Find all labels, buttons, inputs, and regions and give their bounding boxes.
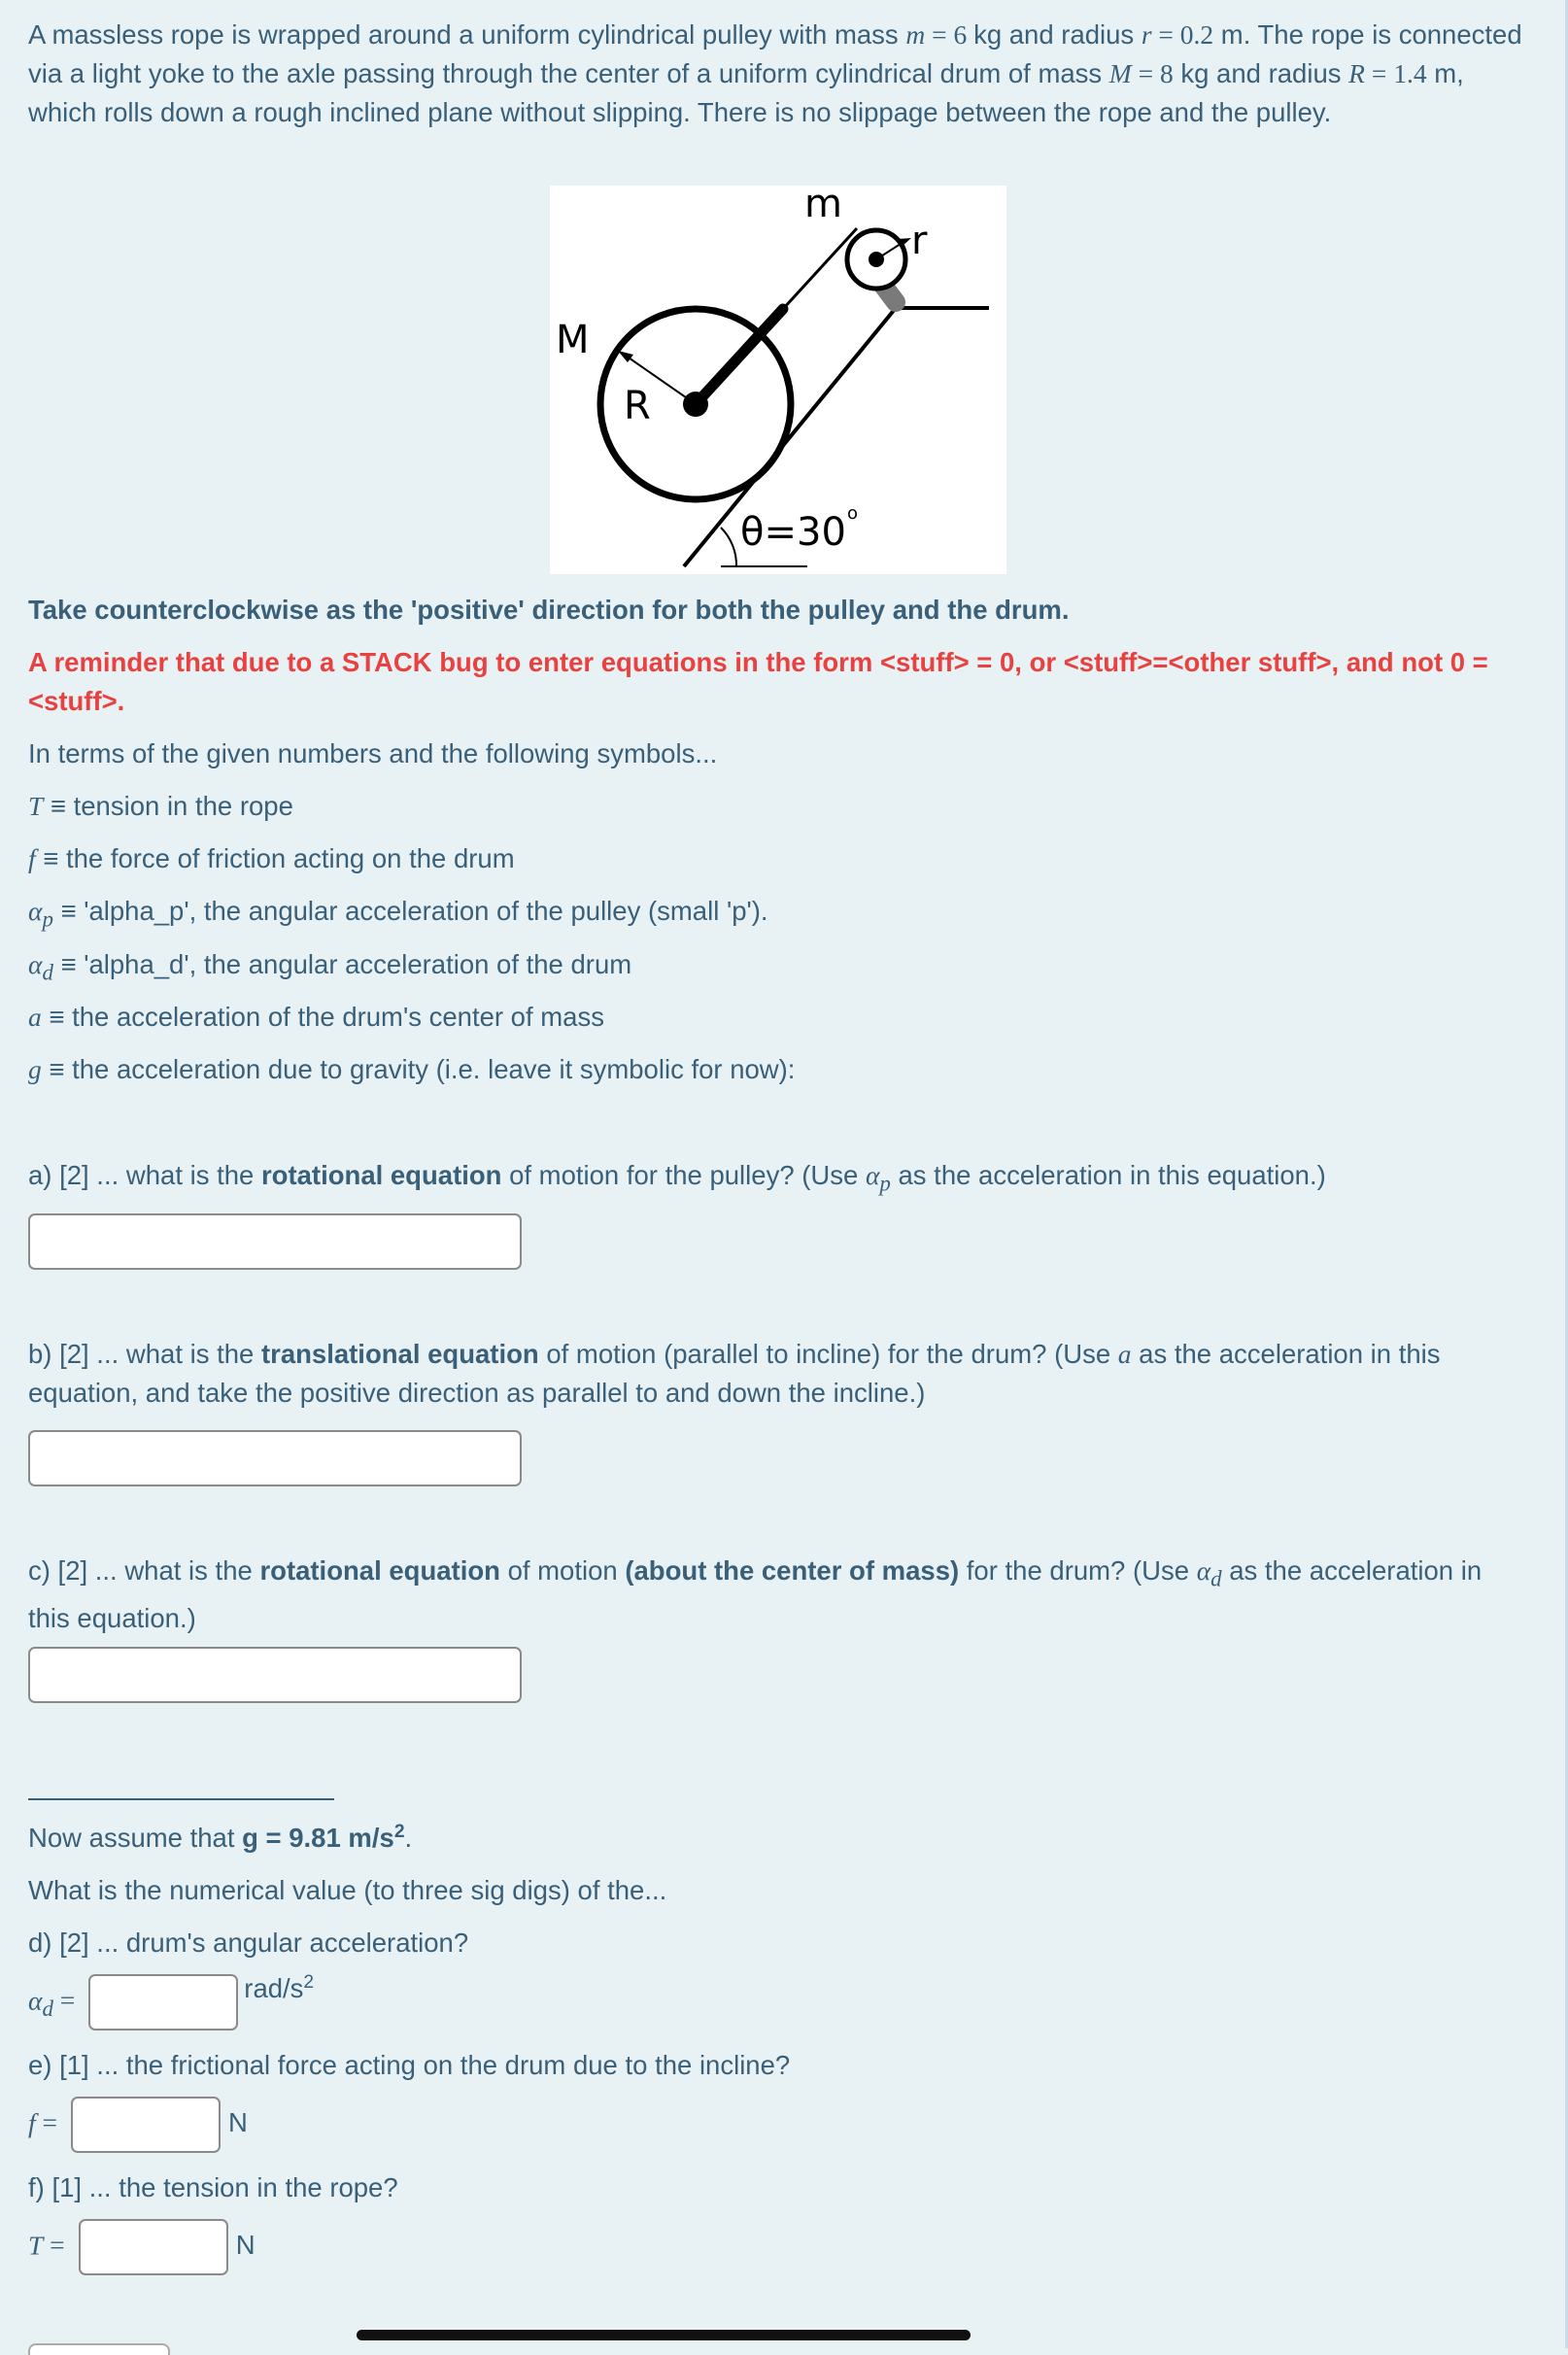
symbol-g: g xyxy=(28,1054,42,1084)
question-b-text xyxy=(28,1335,1524,1413)
symbol-f: f xyxy=(28,843,36,873)
qc-post: as the acceleration in this equation.) xyxy=(28,1555,1483,1633)
reminder-block xyxy=(28,643,1524,721)
assume-bold: g = 9.81 m/s xyxy=(242,1823,394,1853)
qd-symbol-sub: d xyxy=(42,1996,53,2021)
symbol-T-row xyxy=(28,787,1524,826)
rope xyxy=(783,228,857,309)
qc-symbol: α xyxy=(1196,1555,1211,1586)
symbol-alpha-d-desc: ≡ 'alpha_d', the angular acceleration of the drum xyxy=(52,949,632,979)
mass-m-symbol: m xyxy=(905,19,926,50)
intro-part-2: kg and radius xyxy=(973,19,1142,50)
qa-symbol-sub: p xyxy=(879,1171,891,1196)
question-b xyxy=(28,1335,1524,1413)
question-a xyxy=(28,1156,1524,1204)
qd-unit: rad/s xyxy=(244,1973,304,2004)
qd-symbol: α xyxy=(28,1985,43,2016)
radius-R-value: = 1.4 xyxy=(1364,58,1427,88)
answer-f-row xyxy=(28,2219,256,2275)
question-f xyxy=(28,2168,1524,2207)
home-indicator-bar[interactable] xyxy=(357,2330,971,2340)
answer-d-input[interactable] xyxy=(88,1974,238,2031)
intro-part-3: m. The rope is connected via a light yoke to the axle passing through the center of a uniform cylindrical drum of mass xyxy=(28,19,1522,88)
symbols-intro: In terms of the given numbers and the following symbols... xyxy=(28,738,718,768)
answer-e-input[interactable] xyxy=(71,2097,221,2153)
symbol-g-row xyxy=(28,1050,1524,1089)
symbol-f-row xyxy=(28,839,1524,878)
symbol-alpha-p: α xyxy=(28,896,43,926)
intro-part-4: kg and radius xyxy=(1173,58,1349,88)
question-d-text: d) [2] ... drum's angular acceleration? xyxy=(28,1928,469,1958)
question-c-text xyxy=(28,1552,1524,1638)
qf-symbol: T xyxy=(28,2230,44,2261)
qc-pre: c) [2] ... what is the xyxy=(28,1555,260,1586)
symbol-alpha-p-sub: p xyxy=(42,906,53,932)
qb-pre: b) [2] ... what is the xyxy=(28,1339,261,1369)
intro-text xyxy=(28,16,1524,132)
answer-d-row xyxy=(28,1974,314,2031)
intro-part-1: A massless rope is wrapped around a uniform cylindrical pulley with mass xyxy=(28,19,906,50)
label-r: r xyxy=(911,219,928,263)
radius-R-symbol: R xyxy=(1348,58,1365,88)
numerical-intro-block xyxy=(28,1871,1524,1910)
stack-bug-reminder: A reminder that due to a STACK bug to enter equations in the form <stuff> = 0, or <stuff>=<other stuff>, and not 0 = <stuff>. xyxy=(28,647,1488,716)
diagram-svg xyxy=(550,186,1006,574)
qf-unit: N xyxy=(235,2230,256,2261)
pulley-drum-diagram xyxy=(550,186,1006,574)
answer-c-input[interactable] xyxy=(28,1647,522,1703)
symbol-f-desc: ≡ the force of friction acting on the drum xyxy=(35,843,515,873)
answer-a-input[interactable] xyxy=(28,1213,522,1270)
mass-m-value: = 6 xyxy=(925,19,974,50)
symbol-alpha-p-desc: ≡ 'alpha_p', the angular acceleration of the pulley (small 'p'). xyxy=(52,896,768,926)
qe-unit: N xyxy=(228,2107,248,2138)
theta-arc xyxy=(721,528,736,566)
intro-part-5: m, which rolls down a rough inclined plane without slipping. There is no slippage between the rope and the pulley. xyxy=(28,58,1464,127)
qc-symbol-sub: d xyxy=(1210,1566,1222,1591)
qa-pre: a) [2] ... what is the xyxy=(28,1160,261,1190)
mass-M-value: = 8 xyxy=(1131,58,1174,88)
assume-g-text xyxy=(28,1819,1524,1858)
symbol-alpha-d-sub: d xyxy=(42,960,53,985)
symbol-a: a xyxy=(28,1002,42,1032)
ccw-note: Take counterclockwise as the 'positive' direction for both the pulley and the drum. xyxy=(28,595,1070,625)
symbol-T: T xyxy=(28,791,44,821)
symbol-alpha-p-row xyxy=(28,892,1524,939)
question-e xyxy=(28,2046,1524,2085)
question-c xyxy=(28,1552,1524,1638)
radius-r-value: = 0.2 xyxy=(1151,19,1214,50)
qa-mid: of motion for the pulley? (Use xyxy=(501,1160,866,1190)
qe-equals: = xyxy=(35,2107,58,2138)
qb-mid: of motion (parallel to incline) for the drum? (Use xyxy=(538,1339,1118,1369)
qb-symbol: a xyxy=(1117,1339,1132,1369)
ccw-note-block xyxy=(28,591,1524,630)
mass-M-symbol: M xyxy=(1108,58,1132,88)
question-a-text xyxy=(28,1156,1524,1204)
symbol-alpha-d: α xyxy=(28,949,43,979)
qe-symbol: f xyxy=(28,2107,36,2138)
qd-unit-sup: 2 xyxy=(303,1972,315,1994)
label-m: m xyxy=(804,186,842,226)
answer-b-input[interactable] xyxy=(28,1430,522,1486)
assume-pre: Now assume that xyxy=(28,1823,243,1853)
label-R: R xyxy=(624,384,651,428)
symbol-g-desc: ≡ the acceleration due to gravity (i.e. leave it symbolic for now): xyxy=(41,1054,796,1084)
qb-bold: translational equation xyxy=(260,1339,539,1369)
radius-r-symbol: r xyxy=(1141,19,1152,50)
qd-equals: = xyxy=(52,1985,76,2016)
label-theta: θ=30 xyxy=(740,510,846,555)
symbols-section xyxy=(28,734,1524,773)
qf-equals: = xyxy=(43,2230,65,2261)
label-degree: o xyxy=(847,503,859,524)
qc-bold: rotational equation xyxy=(259,1555,500,1586)
qa-bold: rotational equation xyxy=(260,1160,502,1190)
section-divider xyxy=(28,1798,334,1800)
answer-e-row xyxy=(28,2097,248,2153)
qc-mid: of motion xyxy=(499,1555,626,1586)
symbol-a-desc: ≡ the acceleration of the drum's center of mass xyxy=(41,1002,604,1032)
label-M: M xyxy=(556,318,590,362)
assume-bold-group xyxy=(242,1823,404,1853)
answer-f-input[interactable] xyxy=(79,2219,228,2275)
partial-bottom-button[interactable] xyxy=(28,2343,170,2355)
assume-g xyxy=(28,1819,1524,1858)
question-f-text: f) [1] ... the tension in the rope? xyxy=(28,2172,398,2202)
qc-mid-2: for the drum? (Use xyxy=(959,1555,1197,1586)
qa-post: as the acceleration in this equation.) xyxy=(890,1160,1326,1190)
question-d xyxy=(28,1924,1524,1962)
numerical-intro: What is the numerical value (to three sig digs) of the... xyxy=(28,1875,667,1905)
symbol-alpha-d-row xyxy=(28,945,1524,993)
qa-symbol: α xyxy=(865,1160,880,1190)
symbol-T-desc: ≡ tension in the rope xyxy=(43,791,293,821)
problem-intro xyxy=(28,16,1524,132)
symbol-a-row xyxy=(28,998,1524,1037)
assume-sup: 2 xyxy=(393,1821,405,1842)
question-e-text: e) [1] ... the frictional force acting on the drum due to the incline? xyxy=(28,2050,791,2080)
qb-post: as the acceleration in this equation, and take the positive direction as parallel to and down the incline.) xyxy=(28,1339,1441,1408)
qc-bold-2: (about the center of mass) xyxy=(625,1555,960,1586)
radius-R-arrowhead xyxy=(618,351,633,362)
assume-post: . xyxy=(404,1823,413,1853)
qd-unit-group xyxy=(244,1973,314,2003)
